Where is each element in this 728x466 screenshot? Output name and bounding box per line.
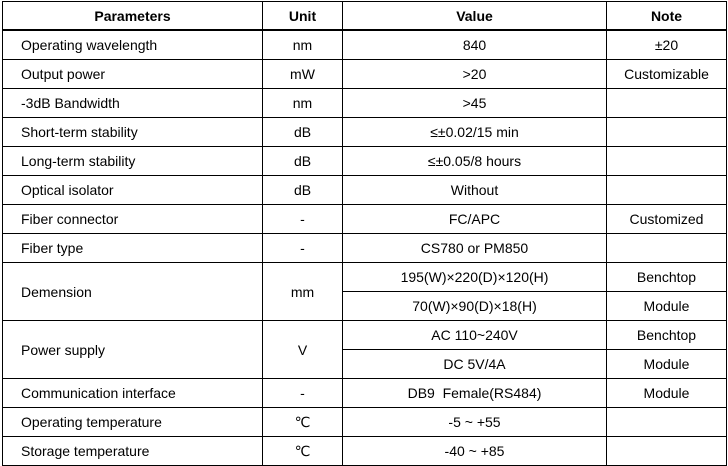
unit-cell: dB [263,176,343,205]
note-cell [607,234,727,263]
unit-cell: - [263,234,343,263]
header-unit: Unit [263,2,343,31]
header-parameters: Parameters [3,2,263,31]
table-row-power [3,321,727,350]
value-cell: 70(W)×90(D)×18(H) [343,292,607,321]
note-cell: Customized [607,205,727,234]
value-cell: -40 ~ +85 [343,437,607,466]
value-cell: 195(W)×220(D)×120(H) [343,263,607,292]
unit-cell: mm [263,263,343,321]
note-cell: Module [607,350,727,379]
value-cell: AC 110~240V [343,321,607,350]
unit-cell: V [263,321,343,379]
table-row [3,30,727,60]
value-cell: >45 [343,89,607,118]
param-cell: Power supply [3,321,263,379]
value-cell: -5 ~ +55 [343,408,607,437]
param-cell: Operating temperature [3,408,263,437]
table-row-dimension [3,263,727,292]
value-cell: ≤±0.02/15 min [343,118,607,147]
note-cell [607,408,727,437]
param-cell: Communication interface [3,379,263,408]
header-row [3,2,727,31]
note-cell [607,176,727,205]
table-row [3,379,727,408]
table-row [3,89,727,118]
value-cell: ≤±0.05/8 hours [343,147,607,176]
unit-cell: nm [263,30,343,60]
table-row [3,147,727,176]
unit-cell: - [263,379,343,408]
value-cell: CS780 or PM850 [343,234,607,263]
note-cell: Module [607,292,727,321]
note-cell: Customizable [607,60,727,89]
unit-cell: - [263,205,343,234]
param-cell: Output power [3,60,263,89]
value-cell: Without [343,176,607,205]
unit-cell: ℃ [263,408,343,437]
param-cell: Fiber connector [3,205,263,234]
param-cell: Short-term stability [3,118,263,147]
unit-cell: dB [263,118,343,147]
note-cell: Module [607,379,727,408]
unit-cell: mW [263,60,343,89]
value-cell: DC 5V/4A [343,350,607,379]
table-row [3,60,727,89]
note-cell [607,147,727,176]
note-cell [607,118,727,147]
table-row [3,118,727,147]
header-value: Value [343,2,607,31]
value-cell: DB9 Female(RS484) [343,379,607,408]
param-cell: Storage temperature [3,437,263,466]
header-note: Note [607,2,727,31]
unit-cell: ℃ [263,437,343,466]
param-cell: Optical isolator [3,176,263,205]
note-cell: ±20 [607,30,727,60]
unit-cell: dB [263,147,343,176]
unit-cell: nm [263,89,343,118]
note-cell [607,89,727,118]
table-row [3,437,727,466]
param-cell: Fiber type [3,234,263,263]
table-row [3,408,727,437]
param-cell: Long-term stability [3,147,263,176]
note-cell: Benchtop [607,321,727,350]
param-cell: -3dB Bandwidth [3,89,263,118]
table-row [3,205,727,234]
param-cell: Operating wavelength [3,30,263,60]
value-cell: FC/APC [343,205,607,234]
value-cell: 840 [343,30,607,60]
note-cell: Benchtop [607,263,727,292]
spec-table [2,1,727,466]
value-cell: >20 [343,60,607,89]
table-row [3,176,727,205]
table-row [3,234,727,263]
note-cell [607,437,727,466]
param-cell: Demension [3,263,263,321]
